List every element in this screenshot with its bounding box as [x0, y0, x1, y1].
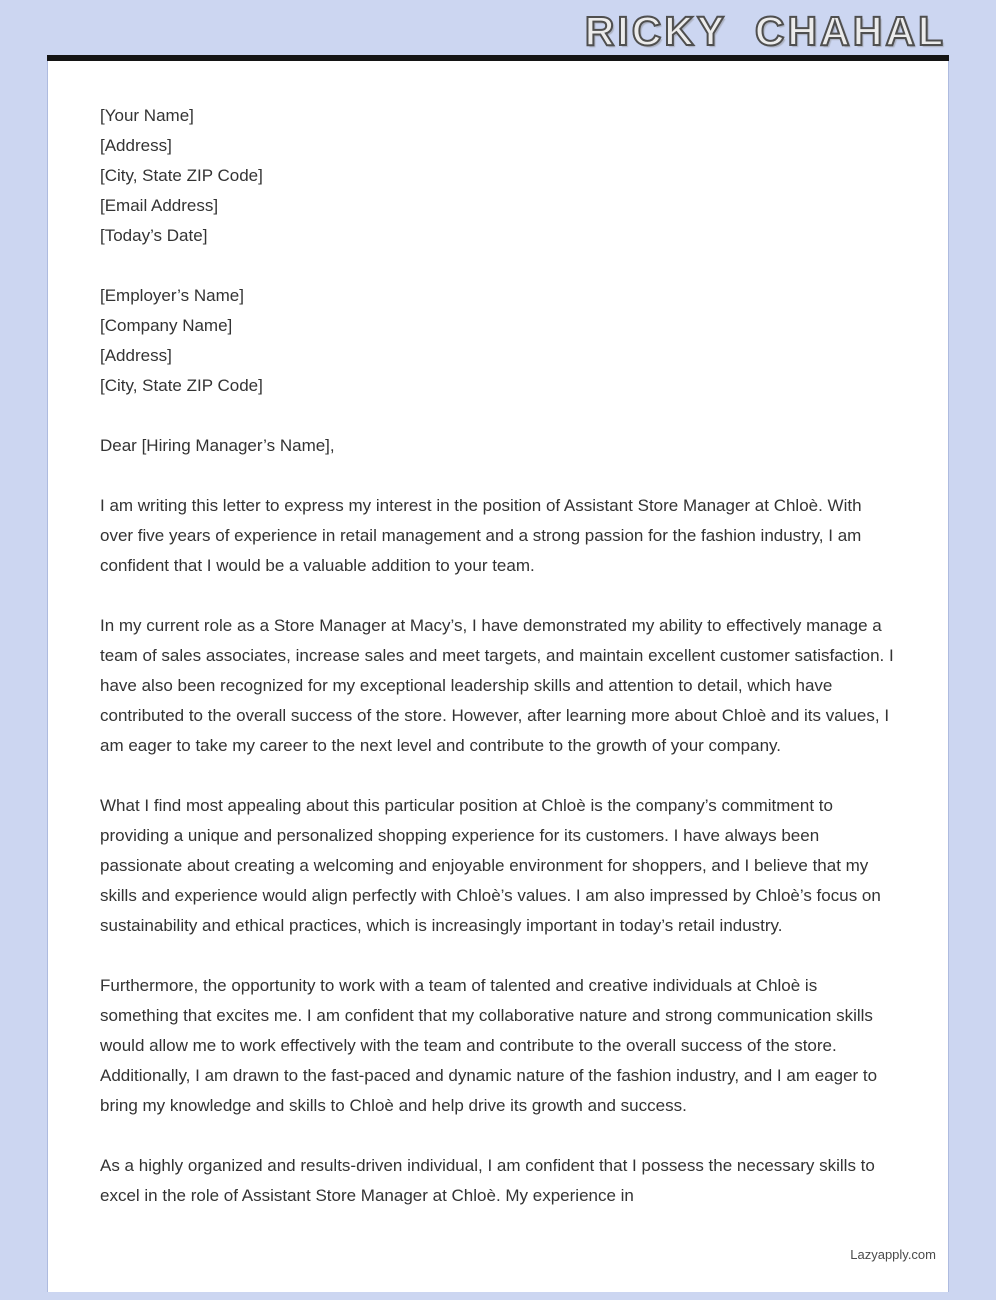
date-line: [Today’s Date] [100, 226, 208, 245]
recipient-address-block [100, 281, 896, 401]
sender-address-block [100, 101, 896, 251]
paragraph-teamwork: Furthermore, the opportunity to work with a team of talented and creative individuals at Chloè is something that excites me. I am confident that my collaborative nature and strong communication skills would allow me to work effectively with the team and contribute to the overall success of the store. Additionally, I am drawn to the fast-paced and dynamic nature of the fashion industry, and I am eager to bring my knowledge and skills to Chloè and help drive its growth and success. [100, 976, 878, 1115]
paragraph-appeal: What I find most appealing about this particular position at Chloè is the company’s commitment to providing a unique and personalized shopping experience for its customers. I have always been passionate about creating a welcoming and enjoyable environment for shoppers, and I believe that my skills and experience would align perfectly with Chloè’s values. I am also impressed by Chloè’s focus on sustainability and ethical practices, which is increasingly important in today’s retail industry. [100, 796, 881, 935]
brand-name: RICKY CHAHAL [584, 8, 946, 54]
sender-email-line: [Email Address] [100, 196, 219, 215]
paragraph-intro: I am writing this letter to express my interest in the position of Assistant Store Manager at Chloè. With over five years of experience in retail management and a strong passion for the fashion industry, I am confident that I would be a valuable addition to your team. [100, 496, 862, 575]
letter-body [48, 61, 948, 1211]
recipient-address-line: [Address] [100, 346, 172, 365]
sender-address-line: [Address] [100, 136, 172, 155]
lazyapply-watermark: Lazyapply.com [850, 1247, 936, 1262]
letter-page [47, 61, 949, 1292]
paragraph-closing: As a highly organized and results-driven individual, I am confident that I possess the necessary skills to excel in the role of Assistant Store Manager at Chloè. My experience in [100, 1156, 875, 1205]
salutation: Dear [Hiring Manager’s Name], [100, 436, 335, 455]
sender-city-line: [City, State ZIP Code] [100, 166, 263, 185]
paragraph-current-role: In my current role as a Store Manager at Macy’s, I have demonstrated my ability to effectively manage a team of sales associates, increase sales and meet targets, and maintain excellent customer satisfaction. I have also been recognized for my exceptional leadership skills and attention to detail, which have contributed to the overall success of the store. However, after learning more about Chloè and its values, I am eager to take my career to the next level and contribute to the growth of your company. [100, 616, 894, 755]
recipient-name-line: [Employer’s Name] [100, 286, 244, 305]
recipient-company-line: [Company Name] [100, 316, 233, 335]
sender-name-line: [Your Name] [100, 106, 194, 125]
recipient-city-line: [City, State ZIP Code] [100, 376, 263, 395]
